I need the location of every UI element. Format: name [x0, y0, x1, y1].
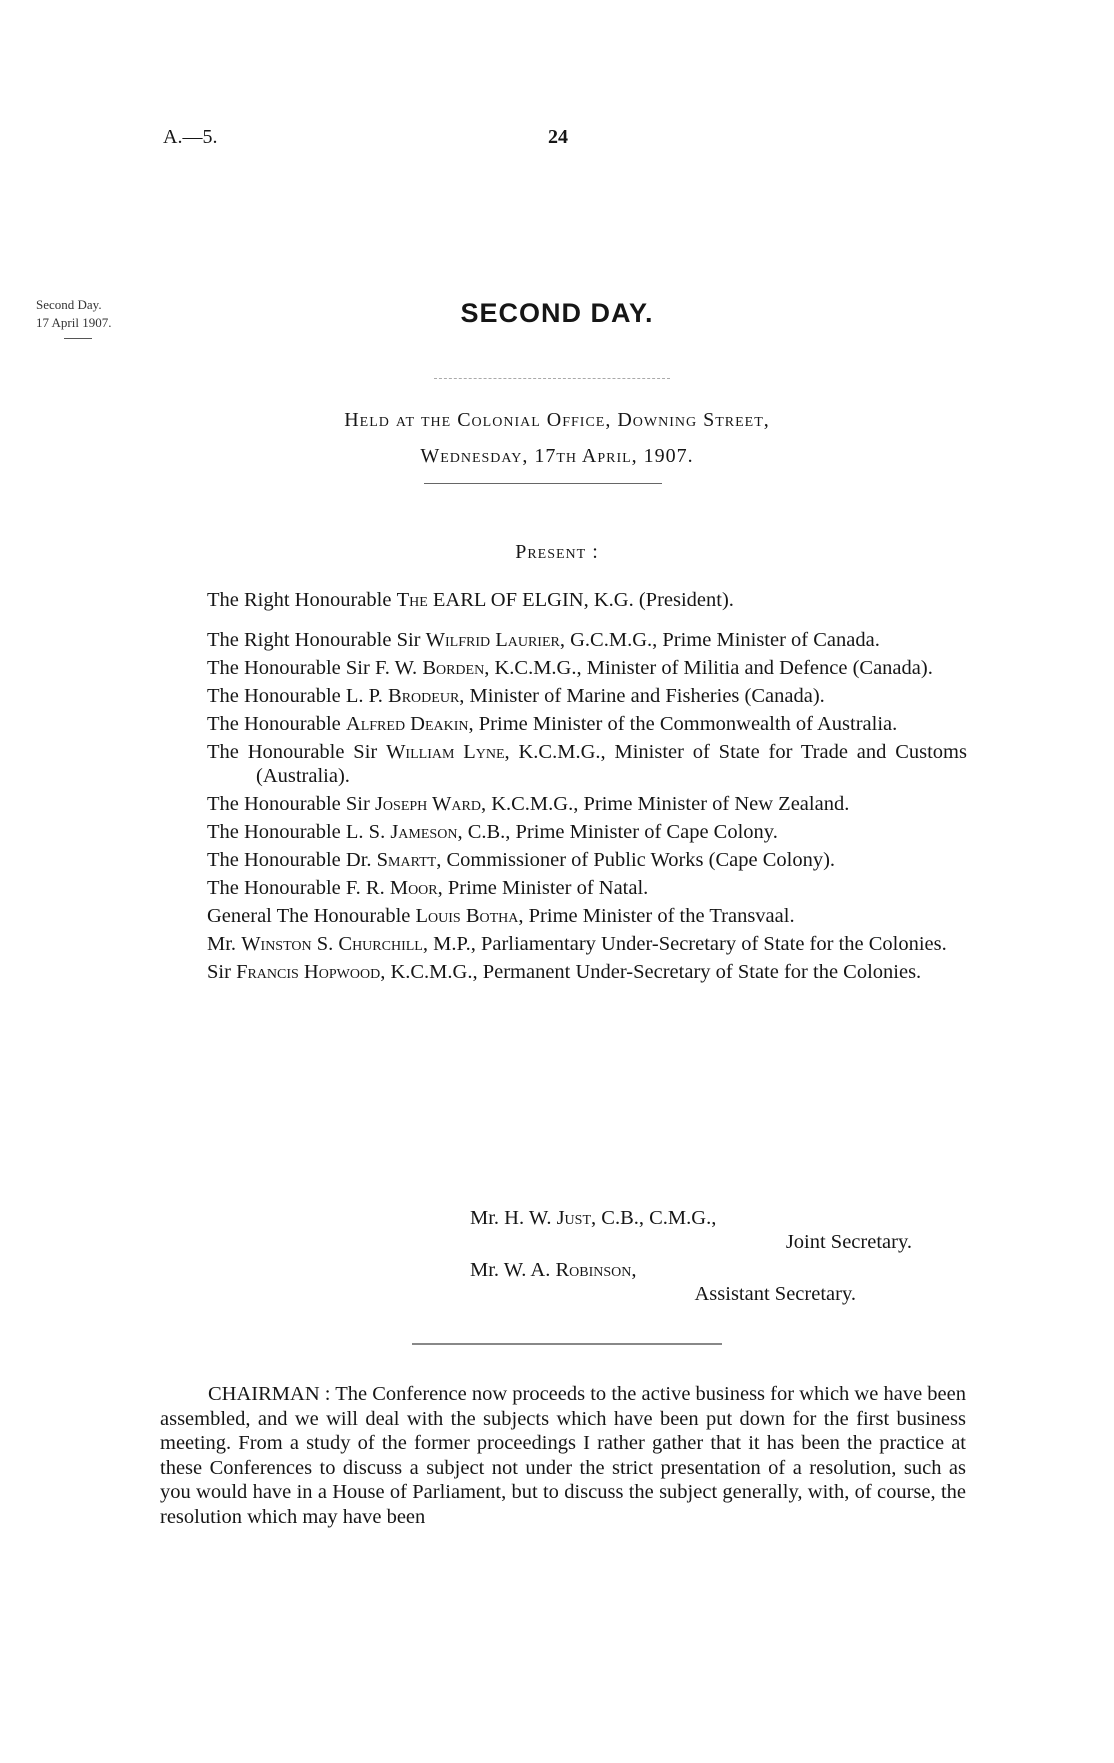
- margin-note-day: Second Day.: [36, 297, 102, 312]
- attendee-entry: The Honourable Sir William Lyne, K.C.M.G., Minister of State for Trade and Customs (Australia).: [207, 741, 967, 787]
- joint-secretary: [470, 1206, 912, 1254]
- page-title: SECOND DAY.: [460, 298, 654, 328]
- attendee-entry: The Honourable L. S. Jameson, C.B., Prime Minister of Cape Colony.: [207, 821, 778, 843]
- meeting-divider: [424, 483, 662, 484]
- document-reference: A.—5.: [163, 126, 218, 148]
- attendee-entry: General The Honourable Louis Botha, Prime Minister of the Transvaal.: [207, 905, 795, 927]
- joint-secretary-name: Mr. H. W. Just, C.B., C.M.G.,: [470, 1207, 717, 1229]
- assistant-secretary: [470, 1258, 856, 1306]
- attendee-entry: Mr. Winston S. Churchill, M.P., Parliamentary Under-Secretary of State for the Colonies.: [207, 933, 947, 955]
- meeting-location: Held at the Colonial Office, Downing Street,: [344, 409, 770, 431]
- margin-note-divider: [64, 338, 92, 339]
- title-divider: [434, 378, 670, 379]
- attendee-entry: The Honourable L. P. Brodeur, Minister of Marine and Fisheries (Canada).: [207, 685, 825, 707]
- page-number: 24: [548, 126, 568, 148]
- attendee-entry: Sir Francis Hopwood, K.C.M.G., Permanent Under-Secretary of State for the Colonies.: [207, 961, 922, 983]
- attendee-entry: The Honourable Dr. Smartt, Commissioner of Public Works (Cape Colony).: [207, 849, 836, 871]
- attendee-entry: The Honourable Alfred Deakin, Prime Minister of the Commonwealth of Australia.: [207, 713, 898, 735]
- section-divider: [412, 1343, 722, 1345]
- margin-note-date: 17 April 1907.: [36, 315, 112, 330]
- attendee-entry: The Honourable Sir Joseph Ward, K.C.M.G., Prime Minister of New Zealand.: [207, 793, 850, 815]
- attendee-list: [207, 588, 967, 988]
- attendee-entry: The Honourable F. R. Moor, Prime Minister of Natal.: [207, 877, 649, 899]
- attendee-entry: The Right Honourable Sir Wilfrid Laurier, G.C.M.G., Prime Minister of Canada.: [207, 629, 880, 651]
- chairman-label: CHAIRMAN: [208, 1383, 320, 1405]
- assistant-secretary-role: Assistant Secretary.: [694, 1283, 856, 1305]
- attendee-entry: The Right Honourable The EARL OF ELGIN, K.G. (President).: [207, 589, 734, 611]
- joint-secretary-role: Joint Secretary.: [785, 1231, 912, 1253]
- assistant-secretary-name: Mr. W. A. Robinson,: [470, 1259, 637, 1281]
- meeting-date: Wednesday, 17th April, 1907.: [420, 445, 694, 467]
- present-heading: Present :: [515, 541, 599, 563]
- attendee-entry: The Honourable Sir F. W. Borden, K.C.M.G., Minister of Militia and Defence (Canada).: [207, 657, 933, 679]
- meeting-details: [0, 402, 1114, 474]
- chairman-paragraph: [160, 1382, 966, 1529]
- chairman-text: : The Conference now proceeds to the active business for which we have been assembled, and we will deal with the subjects which have been put down for the first business meeting. From a study of the former proceedings I rather gather that it has been the practice at these Conferences to discuss a subject not under the strict presentation of a resolution, such as you would have in a House of Parliament, but to discuss the subject generally, with, of course, the resolution which may have been: [160, 1383, 966, 1528]
